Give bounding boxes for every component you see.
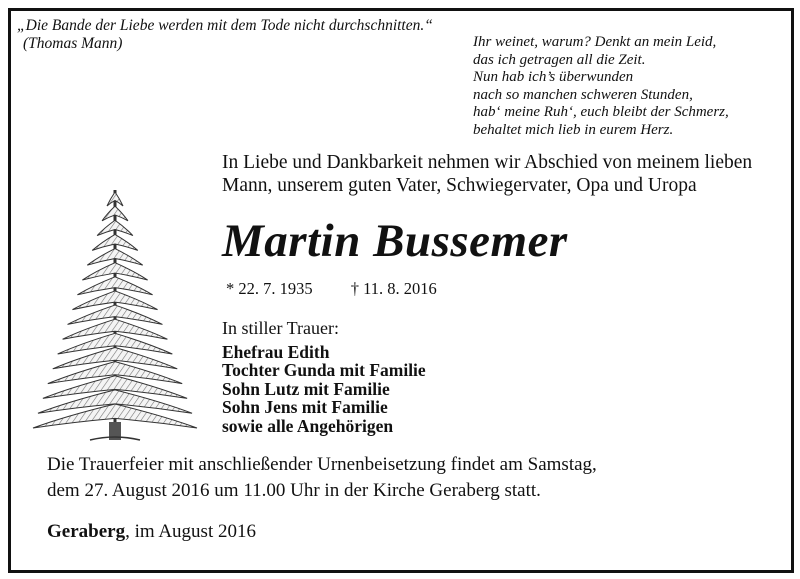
intro-line: In Liebe und Dankbarkeit nehmen wir Abschied von meinem lieben <box>222 152 753 173</box>
mourners-list <box>222 343 426 435</box>
mourner: Tochter Gunda mit Familie <box>222 360 426 381</box>
place-date-text: , im August 2016 <box>125 521 256 542</box>
intro-line: Mann, unserem guten Vater, Schwiegervater, Opa und Uropa <box>222 175 697 196</box>
mourner: Sohn Lutz mit Familie <box>222 378 390 399</box>
poem-line: Ihr weinet, warum? Denkt an mein Leid, <box>473 34 717 50</box>
mourner: Ehefrau Edith <box>222 342 330 362</box>
poem-line: das ich getragen all die Zeit. <box>473 51 646 68</box>
deceased-name: Martin Bussemer <box>222 215 568 267</box>
poem-line: behaltet mich lieb in eurem Herz. <box>473 121 674 138</box>
poem <box>473 34 783 140</box>
place-date <box>47 521 256 543</box>
poem-line: Nun hab ich’s überwunden <box>473 69 634 86</box>
birth-date: * 22. 7. 1935 <box>226 279 313 298</box>
service-line: dem 27. August 2016 um 11.00 Uhr in der Kirche Geraberg statt. <box>47 480 541 501</box>
death-date: † 11. 8. 2016 <box>350 279 437 298</box>
poem-line: hab‘ meine Ruh‘, euch bleibt der Schmerz, <box>473 104 729 121</box>
place-town: Geraberg <box>47 521 126 542</box>
intro-text <box>222 151 782 197</box>
service-line: Die Trauerfeier mit anschließender Urnenbeisetzung findet am Samstag, <box>47 454 597 475</box>
quote-left <box>17 17 457 53</box>
fir-tree-icon <box>30 186 200 444</box>
life-dates <box>226 279 437 299</box>
mourner: sowie alle Angehörigen <box>222 415 394 436</box>
quote-left-author: (Thomas Mann) <box>23 35 123 52</box>
service-info <box>47 452 777 504</box>
mourner: Sohn Jens mit Familie <box>222 397 388 418</box>
poem-line: nach so manchen schweren Stunden, <box>473 86 693 103</box>
quote-left-text: „Die Bande der Liebe werden mit dem Tode nicht durchschnitten.“ <box>17 17 433 34</box>
mourning-label: In stiller Trauer: <box>222 318 339 338</box>
